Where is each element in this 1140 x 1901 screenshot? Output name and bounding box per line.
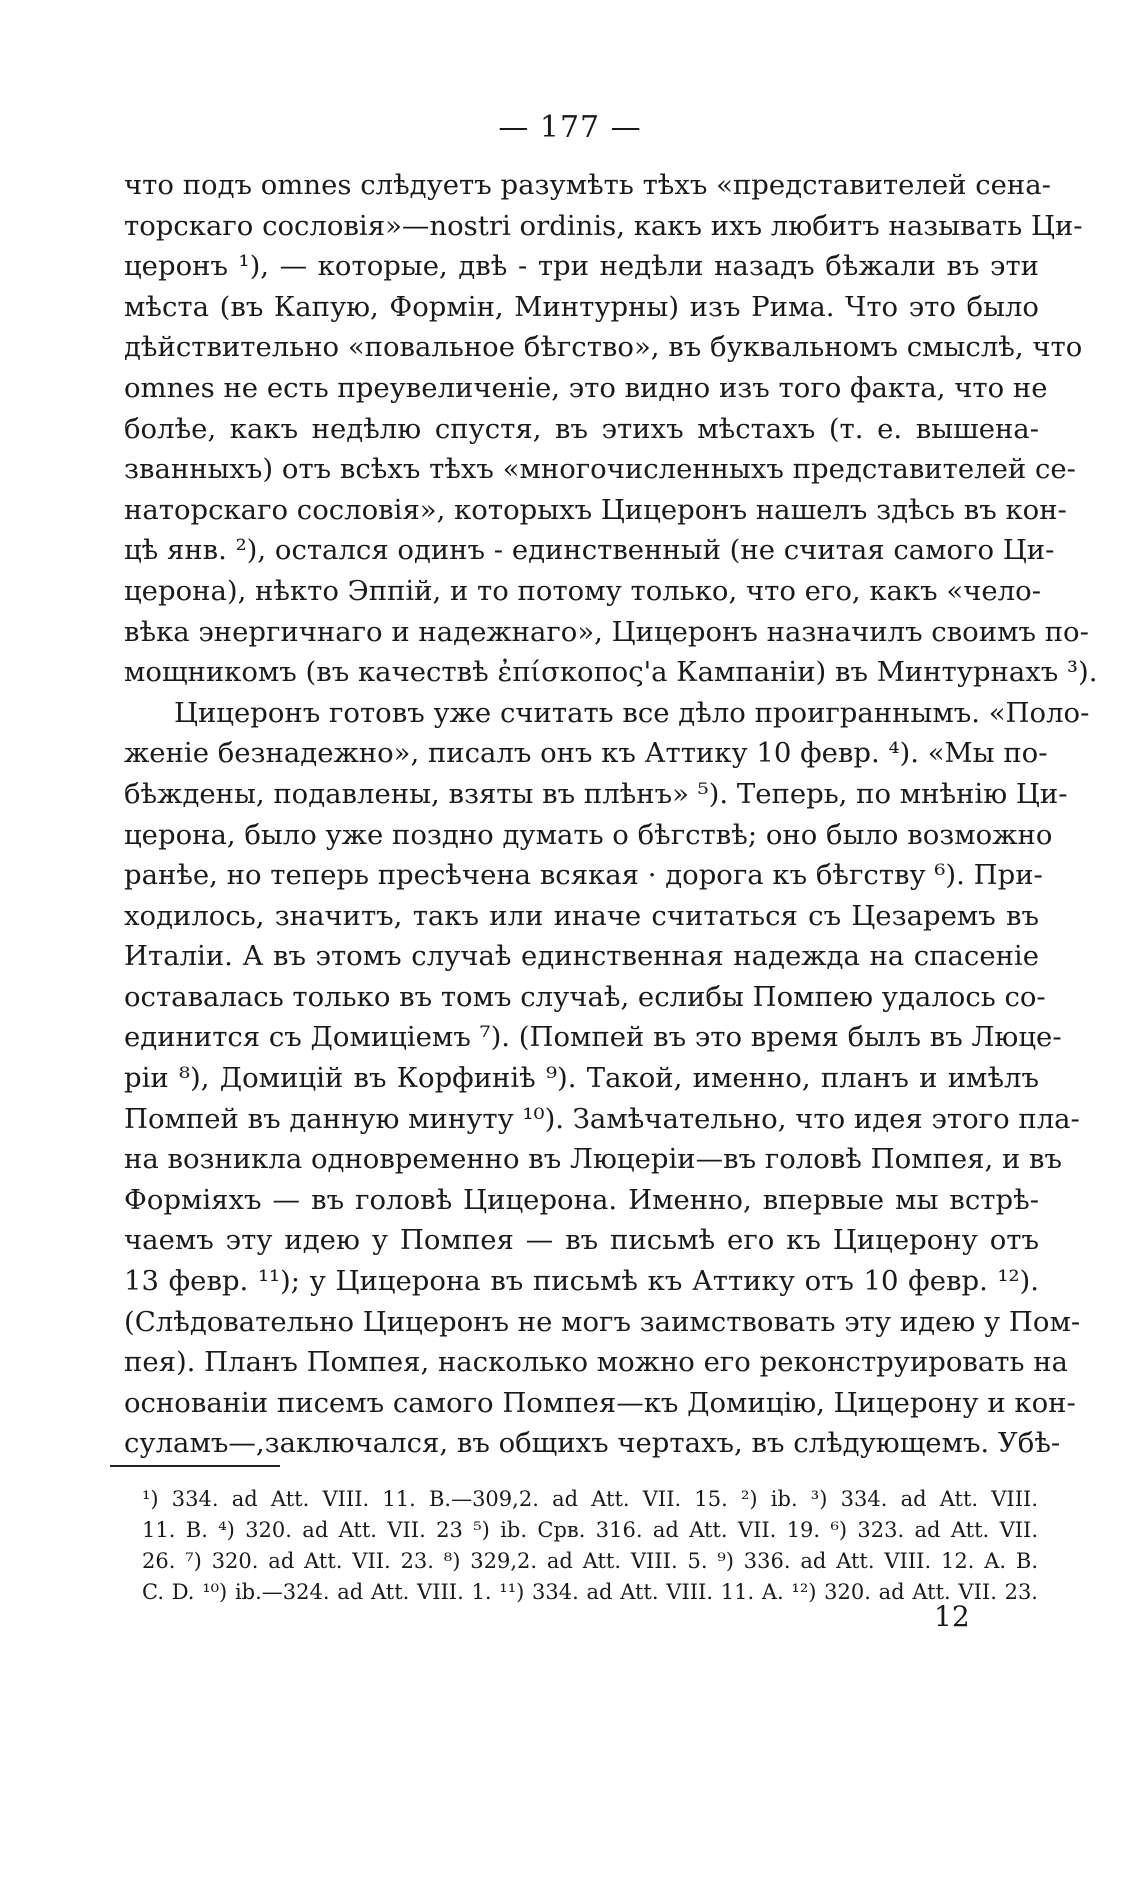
text-line: на возникла одновременно въ Люцеріи—въ головѣ Помпея, и въ: [124, 1143, 1063, 1176]
printer-signature-mark: 12: [934, 1600, 970, 1633]
text-line: церона, было уже поздно думать о бѣгствѣ; оно было возможно: [124, 818, 1053, 851]
text-line: что подъ omnes слѣдуетъ разумѣть тѣхъ «представителей сена-: [124, 169, 1051, 201]
text-line: Помпей въ данную минуту ¹⁰). Замѣчательно, что идея этого пла-: [124, 1102, 1080, 1135]
text-line: (Слѣдовательно Цицеронъ не могъ заимствовать эту идею у Пом-: [124, 1305, 1081, 1338]
text-line: мощникомъ (въ качествѣ ἐπίσκοπος'а Кампаніи) въ Минтурнахъ ³).: [124, 656, 1098, 689]
text-line: omnes не есть преувеличеніе, это видно изъ того факта, что не: [124, 371, 1048, 404]
body-text: [124, 165, 1098, 1464]
footnote-line: C. D. ¹⁰) ib.—324. ad Att. VIII. 1. ¹¹) 334. ad Att. VIII. 11. A. ¹²) 320. ad Att. VII. 23.: [142, 1580, 1038, 1604]
footnote-line: 11. B. ⁴) 320. ad Att. VII. 23 ⁵) ib. Срв. 316. ad Att. VII. 19. ⁶) 323. ad Att. VII.: [142, 1518, 1038, 1542]
text-line: единится съ Домиціемъ ⁷). (Помпей въ это время былъ въ Люце-: [124, 1021, 1062, 1054]
text-line: Италіи. А въ этомъ случаѣ единственная надежда на спасеніе: [124, 940, 1039, 973]
text-line: ріи ⁸), Домицій въ Корфиніѣ ⁹). Такой, именно, планъ и имѣлъ: [124, 1062, 1039, 1095]
text-line: наторскаго сословія», которыхъ Цицеронъ нашелъ здѣсь въ кон-: [124, 493, 1067, 526]
text-line: Форміяхъ — въ головѣ Цицерона. Именно, впервые мы встрѣ-: [124, 1183, 1039, 1216]
text-line: чаемъ эту идею у Помпея — въ письмѣ его къ Цицерону отъ: [124, 1224, 1039, 1257]
page-number: — 177 —: [498, 110, 642, 145]
text-line: церонъ ¹), — которые, двѣ - три недѣли назадъ бѣжали въ эти: [124, 250, 1039, 283]
footnotes: [142, 1484, 1038, 1608]
text-line: оставалась только въ томъ случаѣ, еслибы Помпею удалось со-: [124, 980, 1046, 1013]
text-line: мѣста (въ Капую, Формін, Минтурны) изъ Рима. Что это было: [124, 290, 1039, 323]
text-line: торскаго сословія»—nostri ordinis, какъ ихъ любитъ называть Ци-: [124, 209, 1083, 242]
text-line: ходилось, значитъ, такъ или иначе считаться съ Цезаремъ въ: [124, 899, 1039, 932]
text-line: бѣждены, подавлены, взяты въ плѣнъ» ⁵). Теперь, по мнѣнію Ци-: [124, 777, 1068, 810]
text-line: болѣе, какъ недѣлю спустя, въ этихъ мѣстахъ (т. е. вышена-: [124, 412, 1039, 445]
text-line: пея). Планъ Помпея, насколько можно его реконструировать на: [124, 1346, 1068, 1379]
text-line: 13 февр. ¹¹); у Цицерона въ письмѣ къ Аттику отъ 10 февр. ¹²).: [124, 1265, 1039, 1298]
footnote-line: ¹) 334. ad Att. VIII. 11. B.—309,2. ad Att. VII. 15. ²) ib. ³) 334. ad Att. VIII.: [142, 1487, 1038, 1511]
text-line: ранѣе, но теперь пресѣчена всякая · дорога къ бѣгству ⁶). При-: [124, 859, 1043, 892]
text-line: цѣ янв. ²), остался одинъ - единственный (не считая самого Ци-: [124, 534, 1055, 567]
text-line: званныхъ) отъ всѣхъ тѣхъ «многочисленныхъ представителей се-: [124, 453, 1076, 486]
text-line: Цицеронъ готовъ уже считать все дѣло проиграннымъ. «Поло-: [174, 696, 1090, 729]
text-line: суламъ—,заключался, въ общихъ чертахъ, въ слѣдующемъ. Убѣ-: [124, 1427, 1061, 1460]
text-line: основаніи писемъ самого Помпея—къ Домицію, Цицерону и кон-: [124, 1386, 1076, 1419]
text-line: дѣйствительно «повальное бѣгство», въ буквальномъ смыслѣ, что: [124, 331, 1083, 364]
footnote-divider: [110, 1465, 280, 1467]
text-line: вѣка энергичнаго и надежнаго», Цицеронъ назначилъ своимъ по-: [124, 615, 1089, 648]
text-line: женіе безнадежно», писалъ онъ къ Аттику 10 февр. ⁴). «Мы по-: [124, 737, 1048, 770]
footnote-line: 26. ⁷) 320. ad Att. VII. 23. ⁸) 329,2. ad Att. VIII. 5. ⁹) 336. ad Att. VIII. 12. A. B.: [142, 1549, 1038, 1573]
text-line: церона), нѣкто Эппій, и то потому только, что его, какъ «чело-: [124, 574, 1041, 607]
